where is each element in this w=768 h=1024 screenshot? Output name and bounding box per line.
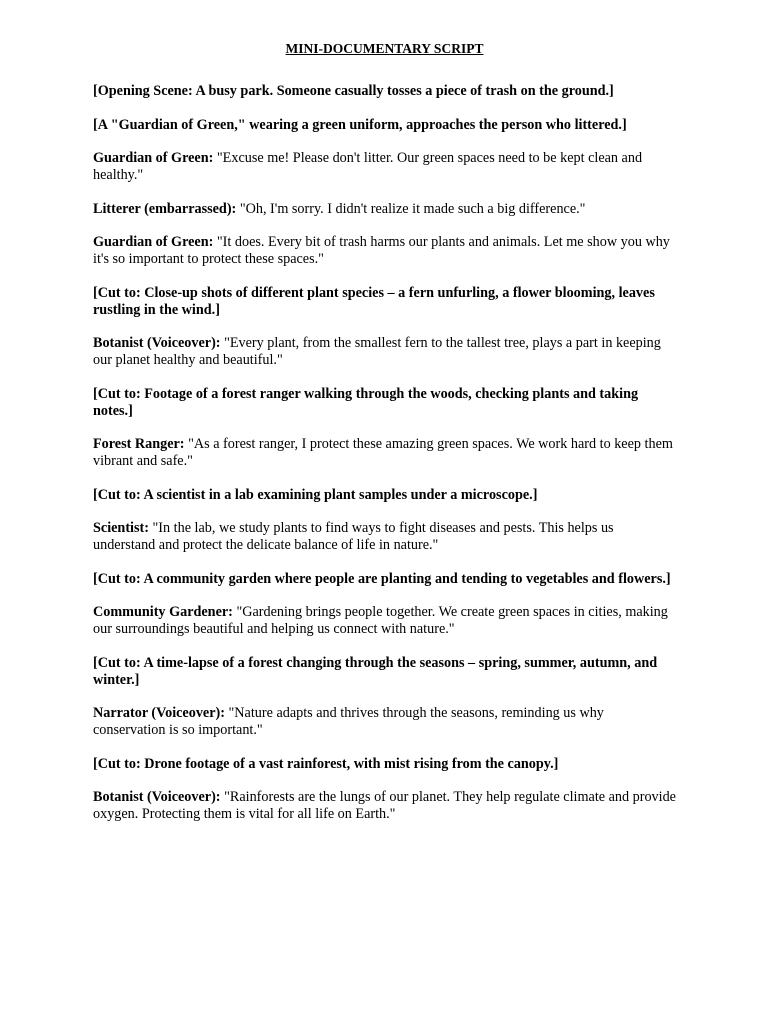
speaker-name: Litterer (embarrassed): xyxy=(93,200,237,217)
dialogue-text: "Gardening brings people together. We create green spaces in cities, making our surroundings beautiful and helping us connect with nature." xyxy=(93,604,668,637)
dialogue-line xyxy=(93,520,676,554)
stage-direction: [Cut to: A community garden where people are planting and tending to vegetables and flowers.] xyxy=(93,570,671,587)
speaker-name: Community Gardener: xyxy=(93,604,233,620)
dialogue-text: "In the lab, we study plants to find ways to fight diseases and pests. This helps us understand and protect the delicate balance of life in nature." xyxy=(93,520,614,553)
stage-direction: [A "Guardian of Green," wearing a green uniform, approaches the person who littered.] xyxy=(93,116,627,133)
speaker-name: Scientist: xyxy=(93,520,149,536)
dialogue-text: "Oh, I'm sorry. I didn't realize it made such a big difference." xyxy=(236,200,586,217)
speaker-name: Narrator (Voiceover): xyxy=(93,705,225,721)
stage-direction: [Cut to: Drone footage of a vast rainforest, with mist rising from the canopy.] xyxy=(93,755,559,772)
dialogue-line xyxy=(93,201,676,218)
dialogue-text: "Excuse me! Please don't litter. Our green spaces need to be kept clean and healthy." xyxy=(93,150,643,183)
speaker-name: Botanist (Voiceover): xyxy=(93,789,221,805)
page-title: MINI-DOCUMENTARY SCRIPT xyxy=(285,41,484,56)
script-body xyxy=(93,83,676,823)
speaker-name: Forest Ranger: xyxy=(93,436,185,452)
dialogue-line xyxy=(93,150,676,184)
dialogue-line xyxy=(93,436,676,470)
dialogue-text: "Nature adapts and thrives through the seasons, reminding us why conservation is so important." xyxy=(93,705,604,738)
dialogue-text: "It does. Every bit of trash harms our plants and animals. Let me show you why it's so important to protect these spaces." xyxy=(93,234,670,267)
dialogue-line xyxy=(93,335,676,369)
dialogue-text: "As a forest ranger, I protect these amazing green spaces. We work hard to keep them vibrant and safe." xyxy=(93,436,673,469)
dialogue-line xyxy=(93,604,676,638)
stage-direction: [Cut to: Close-up shots of different plant species – a fern unfurling, a flower blooming, leaves rustling in the wind.] xyxy=(93,284,655,318)
dialogue-line xyxy=(93,789,676,823)
dialogue-text: "Rainforests are the lungs of our planet. They help regulate climate and provide oxygen. Protecting them is vital for all life on Earth." xyxy=(93,789,676,822)
stage-direction: [Opening Scene: A busy park. Someone casually tosses a piece of trash on the ground.] xyxy=(93,83,614,99)
speaker-name: Guardian of Green: xyxy=(93,234,214,250)
stage-direction: [Cut to: A time-lapse of a forest changing through the seasons – spring, summer, autumn, and winter.] xyxy=(93,654,658,688)
dialogue-line xyxy=(93,234,676,268)
speaker-name: Guardian of Green: xyxy=(93,150,214,166)
dialogue-text: "Every plant, from the smallest fern to the tallest tree, plays a part in keeping our planet healthy and beautiful." xyxy=(93,335,661,368)
stage-direction: [Cut to: Footage of a forest ranger walking through the woods, checking plants and taking notes.] xyxy=(93,385,639,419)
speaker-name: Botanist (Voiceover): xyxy=(93,335,221,351)
dialogue-line xyxy=(93,705,676,739)
stage-direction: [Cut to: A scientist in a lab examining plant samples under a microscope.] xyxy=(93,486,538,503)
